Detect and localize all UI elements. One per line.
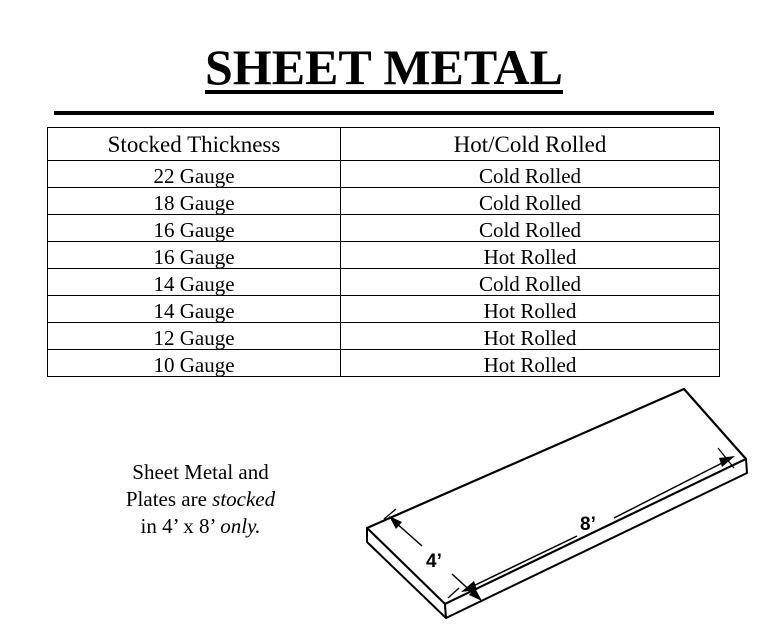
rolling-cell: Cold Rolled	[341, 161, 720, 188]
thickness-cell: 16 Gauge	[48, 242, 341, 269]
thickness-cell: 18 Gauge	[48, 188, 341, 215]
header-stocked-thickness: Stocked Thickness	[48, 128, 341, 161]
rolling-cell: Cold Rolled	[341, 188, 720, 215]
rolling-cell: Cold Rolled	[341, 269, 720, 296]
note-line-2: Plates are stocked	[125, 487, 276, 511]
rolling-cell: Hot Rolled	[341, 242, 720, 269]
thickness-cell: 22 Gauge	[48, 161, 341, 188]
page-title: SHEET METAL	[205, 39, 563, 95]
note-line-3: in 4’ x 8’ only.	[140, 514, 261, 538]
rolling-cell: Hot Rolled	[341, 350, 720, 377]
rolling-cell: Cold Rolled	[341, 215, 720, 242]
header-hot-cold-rolled: Hot/Cold Rolled	[341, 128, 720, 161]
thickness-cell: 16 Gauge	[48, 215, 341, 242]
thickness-cell: 10 Gauge	[48, 350, 341, 377]
thickness-cell: 14 Gauge	[48, 296, 341, 323]
rolling-cell: Hot Rolled	[341, 296, 720, 323]
width-label: 4’	[426, 551, 442, 572]
note-line-1: Sheet Metal and	[132, 460, 269, 484]
thickness-cell: 12 Gauge	[48, 323, 341, 350]
rolling-cell: Hot Rolled	[341, 323, 720, 350]
length-label: 8’	[580, 514, 596, 535]
thickness-cell: 14 Gauge	[48, 269, 341, 296]
